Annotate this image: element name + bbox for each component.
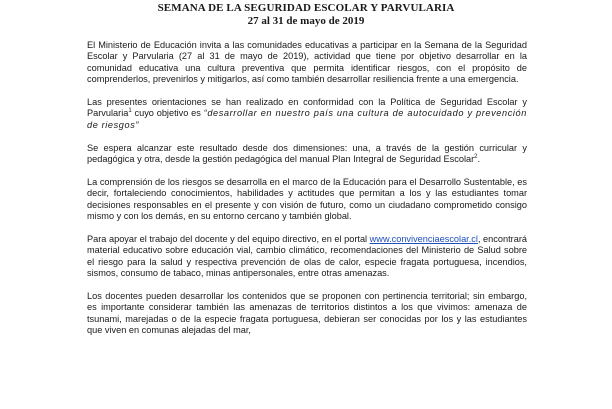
portal-link[interactable]: www.convivenciaescolar.cl [369,233,478,244]
paragraph-portal-rest: , encontrará material educativo sobre educación vial, cambio climático, recomendaciones del Ministerio de Salud sobre el riesgo para la salud y respectiva prevención de olas de calor, especie fragata portuguesa, incendios, sismos, consumo de tabaco, minas antipersonales, entre otras amenazas. [87,233,527,279]
paragraph-dimensions [87,143,527,166]
paragraph-dimensions-end: . [477,154,481,165]
document-title: SEMANA DE LA SEGURIDAD ESCOLAR Y PARVULARIA [157,2,455,14]
footnote-ref-1[interactable]: 1 [128,108,132,115]
paragraph-policy [87,97,527,131]
policy-quote: “desarrollar en nuestro país una cultura de autocuidado y prevención de riesgos” [87,108,527,130]
paragraph-portal [87,234,527,280]
paragraph-policy-middle: cuyo objetivo es [131,108,204,119]
paragraph-portal-text: Para apoyar el trabajo del docente y del equipo directivo, en el portal [87,233,370,244]
document-date: 27 al 31 de mayo de 2019 [247,15,365,27]
paragraph-territory: Los docentes pueden desarrollar los contenidos que se proponen con pertinencia territorial; sin embargo, es importante considerar también las amenazas de territorios distintos a los que vivimos: amenaza de tsunami, marejadas o de la especie fragata portuguesa, debieran ser conocidas por los y las estudiantes que viven en comunas alejadas del mar, [87,290,527,336]
paragraph-sustainability: La comprensión de los riesgos se desarrolla en el marco de la Educación para el Desarrollo Sustentable, es decir, fortaleciendo conocimientos, habilidades y actitudes que permitan a los y las estudiantes tomar decisiones responsables en el presente y con visión de futuro, como un ciudadano comprometido consigo mismo y con los demás, en su entorno cercano y también global. [87,176,527,222]
paragraph-policy-text: Las presentes orientaciones se han realizado en conformidad con la Política de Seguridad Escolar y Parvularia [87,97,527,119]
footnote-ref-2[interactable]: 2 [474,153,478,160]
paragraph-intro: El Ministerio de Educación invita a las comunidades educativas a participar en la Semana de la Seguridad Escolar y Parvularia (27 al 31 de mayo de 2019), actividad que tiene por objetivo desarrollar en la comunidad educativa una cultura preventiva que permita identificar riesgos, con el propósito de comprenderlos, prevenirlos y mitigarlos, así como también desarrollar resiliencia frente a una emergencia. [87,40,527,85]
document-body [87,40,527,348]
paragraph-dimensions-text: Se espera alcanzar este resultado desde dos dimensiones: una, a través de la gestión curricular y pedagógica y otra, desde la gestión pedagógica del manual Plan Integral de Seguridad Escolar [87,142,527,165]
